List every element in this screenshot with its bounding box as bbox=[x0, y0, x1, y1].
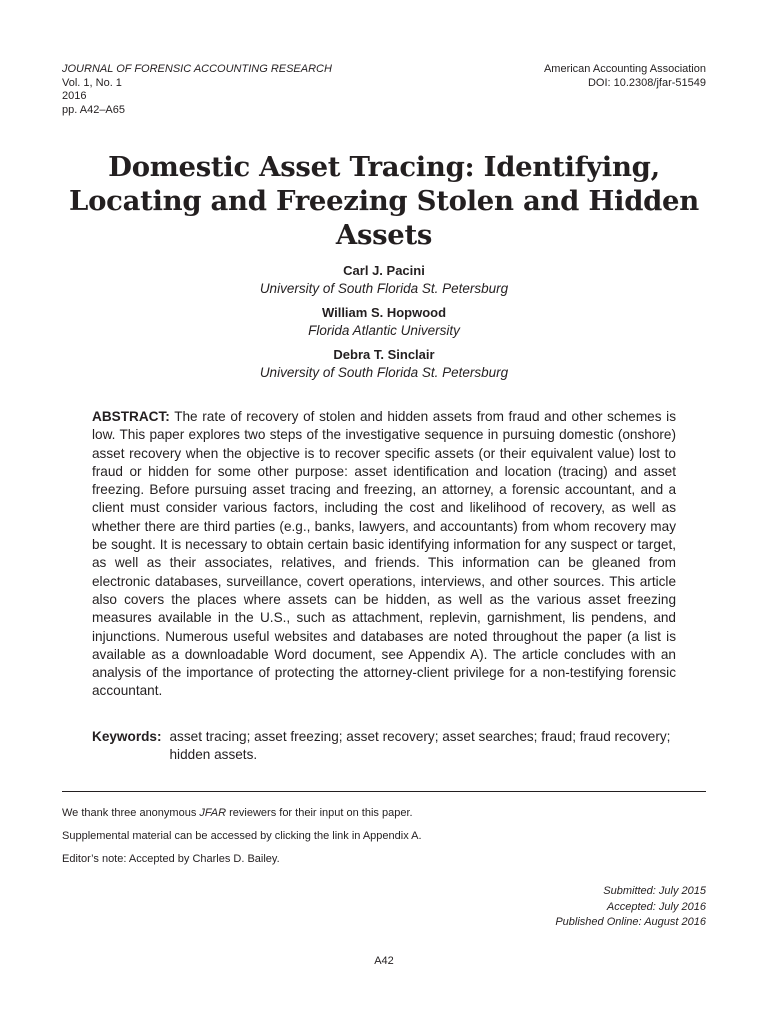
publisher-info bbox=[544, 63, 706, 90]
author-list bbox=[60, 262, 708, 388]
abstract-text: The rate of recovery of stolen and hidden assets from fraud and other schemes is low. This paper explores two steps of the investigative sequence in pursuing domestic (onshore) asset recovery when the objective is to recover specific assets (or their equivalent value) lost to fraud or hidden for some other purpose: asset identification and location (tracing) and asset freezing. Before pursuing asset tracing and freezing, an attorney, a forensic accountant, and a client must consider various factors, including the cost and likelihood of recovery, as well as whether there are third parties (e.g., banks, lawyers, and accountants) from whom recovery may be sought. It is necessary to obtain certain basic identifying information for any suspect or target, as well as their associates, relatives, and friends. This information can be gleaned from electronic databases, surveillance, covert operations, interviews, and other sources. This article also covers the places where assets can be hidden, as well as the various asset freezing measures available in the U.S., such as attachment, replevin, garnishment, lis pendens, and injunctions. Numerous useful websites and databases are noted throughout the paper (a list is available as a downloadable Word document, see Appendix A). The article concludes with an analysis of the importance of protecting the attorney-client privilege for a non-testifying forensic accountant. bbox=[92, 409, 676, 699]
publication-dates bbox=[555, 884, 706, 931]
footnote-divider bbox=[62, 791, 706, 792]
acknowledgement-post: reviewers for their input on this paper. bbox=[226, 807, 413, 819]
accepted-date: Accepted: July 2016 bbox=[606, 900, 706, 913]
journal-info bbox=[62, 63, 332, 117]
keywords bbox=[92, 728, 676, 765]
author-affiliation: Florida Atlantic University bbox=[308, 323, 460, 338]
acknowledgement-journal: JFAR bbox=[199, 807, 227, 819]
journal-year: 2016 bbox=[62, 90, 87, 103]
supplemental-note: Supplemental material can be accessed by clicking the link in Appendix A. bbox=[62, 830, 422, 842]
acknowledgement-pre: We thank three anonymous bbox=[62, 807, 200, 819]
paper-title: Domestic Asset Tracing: Identifying, Locating and Freezing Stolen and Hidden Assets bbox=[69, 151, 699, 251]
author-block bbox=[60, 304, 708, 340]
published-date: Published Online: August 2016 bbox=[555, 916, 706, 928]
author-affiliation: University of South Florida St. Petersburg bbox=[259, 365, 509, 380]
footnotes bbox=[62, 807, 706, 876]
doi[interactable]: DOI: 10.2308/jfar-51549 bbox=[587, 76, 706, 89]
author-block bbox=[60, 346, 708, 382]
acknowledgement bbox=[62, 807, 706, 820]
author-affiliation: University of South Florida St. Petersburg bbox=[259, 281, 509, 296]
journal-pages: pp. A42–A65 bbox=[62, 103, 126, 116]
abstract bbox=[92, 408, 676, 701]
page-number: A42 bbox=[374, 955, 394, 967]
submitted-date: Submitted: July 2015 bbox=[603, 885, 706, 897]
keywords-label: Keywords: bbox=[92, 729, 162, 744]
author-name: William S. Hopwood bbox=[321, 305, 447, 320]
author-name: Carl J. Pacini bbox=[343, 263, 425, 278]
editor-note: Editor’s note: Accepted by Charles D. Bailey. bbox=[62, 853, 280, 865]
author-name: Debra T. Sinclair bbox=[333, 347, 435, 362]
keywords-text: asset tracing; asset freezing; asset recovery; asset searches; fraud; fraud recovery; hidden assets. bbox=[169, 729, 671, 763]
abstract-label: ABSTRACT: bbox=[92, 409, 170, 424]
author-block bbox=[60, 262, 708, 298]
journal-name: JOURNAL OF FORENSIC ACCOUNTING RESEARCH bbox=[62, 63, 332, 75]
publisher-name: American Accounting Association bbox=[543, 63, 706, 75]
journal-volume: Vol. 1, No. 1 bbox=[62, 76, 122, 89]
